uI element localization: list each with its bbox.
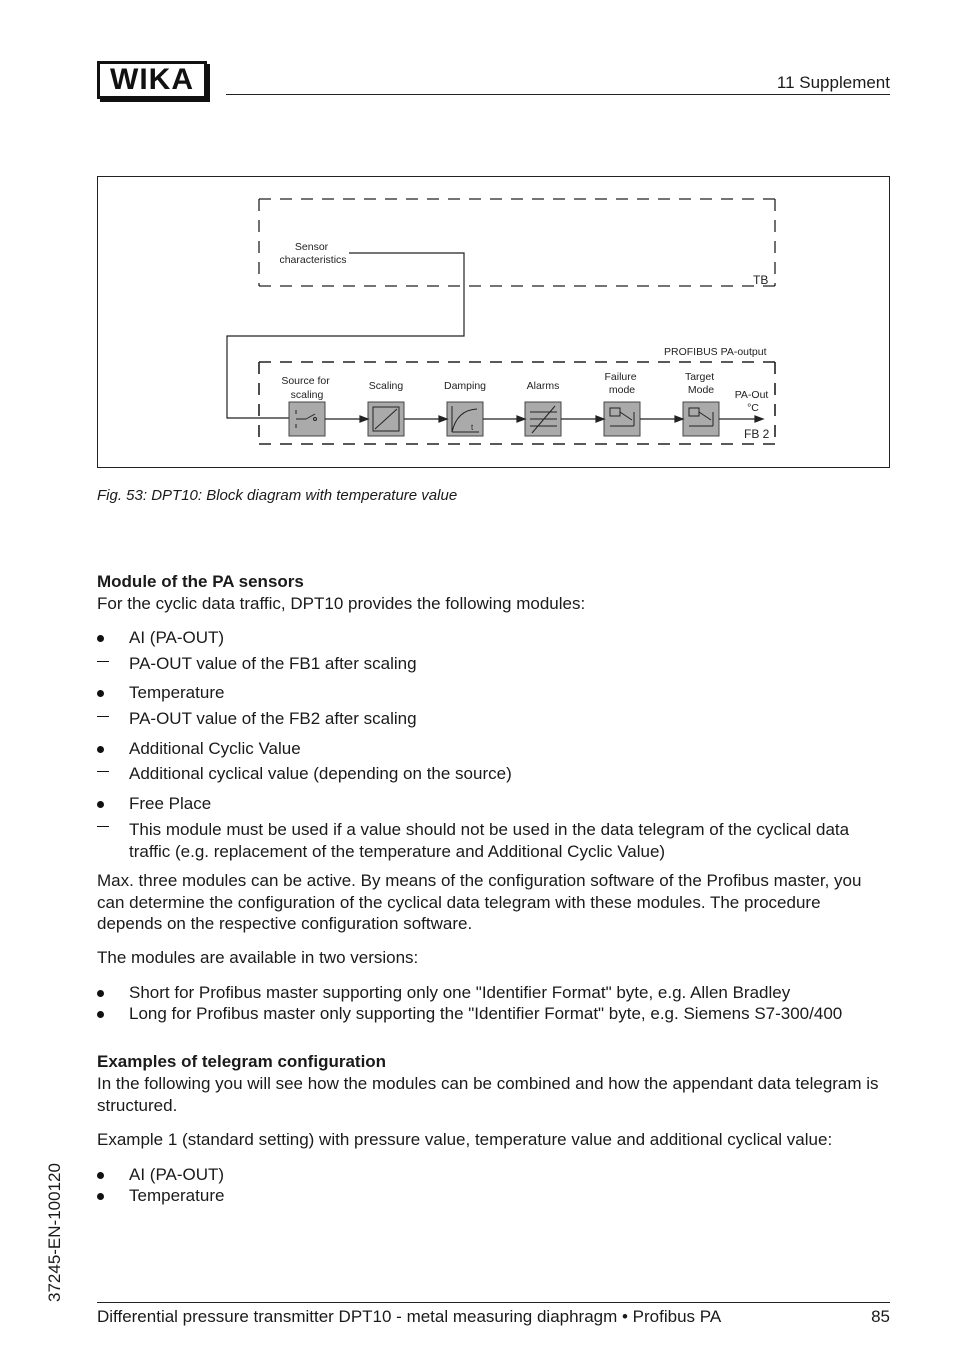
list-item: Temperature xyxy=(129,1186,225,1205)
block-scaling xyxy=(368,402,404,436)
label-scaling: Scaling xyxy=(368,380,404,392)
block-alarms xyxy=(525,402,561,436)
bullet xyxy=(97,746,104,753)
bullet xyxy=(97,1011,104,1018)
section2-heading: Examples of telegram configuration xyxy=(97,1052,387,1071)
wika-logo: WIKA xyxy=(97,61,207,99)
list-item: Long for Profibus master only supporting the "Identifier Format" byte, e.g. Siemens S7-300/400 xyxy=(129,1004,843,1023)
section2-example: Example 1 (standard setting) with pressure value, temperature value and additional cyclical value: xyxy=(97,1130,833,1149)
block-source-for-scaling xyxy=(289,402,325,436)
list-subitem: PA-OUT value of the FB2 after scaling xyxy=(129,709,417,728)
figure-caption: Fig. 53: DPT10: Block diagram with temperature value xyxy=(97,487,458,504)
document-number: 37245-EN-100120 xyxy=(45,1163,64,1302)
label-pa-out: PA-Out °C xyxy=(734,389,769,414)
block-damping xyxy=(447,402,483,436)
bullet xyxy=(97,1193,104,1200)
section2-paragraph: In the following you will see how the modules can be combined and how the appendant data telegram is structured. xyxy=(97,1074,879,1115)
label-damping: Damping xyxy=(443,380,487,392)
list-item: Temperature xyxy=(129,683,225,702)
dash-mark xyxy=(97,661,109,662)
list-item: Free Place xyxy=(129,794,212,813)
label-sensor-characteristics: Sensor characteristics xyxy=(279,241,347,266)
list-item: AI (PA-OUT) xyxy=(129,628,225,647)
dash-mark xyxy=(97,771,109,772)
label-profibus-output: PROFIBUS PA-output xyxy=(664,346,767,358)
bullet xyxy=(97,1172,104,1179)
list-item: Additional Cyclic Value xyxy=(129,739,301,758)
header-rule xyxy=(226,94,890,95)
footer-title: Differential pressure transmitter DPT10 - metal measuring diaphragm • Profibus PA xyxy=(97,1307,722,1326)
label-failure-mode: Failure mode xyxy=(604,371,637,396)
dash-mark xyxy=(97,716,109,717)
section1-paragraph: Max. three modules can be active. By means of the configuration software of the Profibus master, you can determine the configuration of the cyclical data telegram with these modules. The procedure depends on the respective configuration software. xyxy=(97,871,862,933)
list-item: AI (PA-OUT) xyxy=(129,1165,225,1184)
bullet xyxy=(97,990,104,997)
block-failure-mode xyxy=(604,402,640,436)
section1-intro: For the cyclic data traffic, DPT10 provides the following modules: xyxy=(97,594,586,613)
list-subitem: This module must be used if a value should not be used in the data telegram of the cyclical data traffic (e.g. replacement of the temperature and Additional Cyclic Value) xyxy=(129,820,850,861)
list-item: Short for Profibus master supporting only one "Identifier Format" byte, e.g. Allen Bradley xyxy=(129,983,791,1002)
section-label: 11 Supplement xyxy=(776,73,890,92)
bullet xyxy=(97,690,104,697)
label-fb2: FB 2 xyxy=(744,427,770,441)
svg-text:t: t xyxy=(471,423,474,432)
page-number: 85 xyxy=(871,1307,890,1326)
label-source-for-scaling: Source for scaling xyxy=(281,375,330,401)
list-subitem: Additional cyclical value (depending on the source) xyxy=(129,764,512,783)
list-subitem: PA-OUT value of the FB1 after scaling xyxy=(129,654,417,673)
bullet xyxy=(97,635,104,642)
block-target-mode xyxy=(683,402,719,436)
block-diagram xyxy=(97,176,890,468)
dash-mark xyxy=(97,826,109,827)
tb-dashed-box xyxy=(259,199,775,286)
sensor-connection-line xyxy=(227,253,464,418)
label-target-mode: Target Mode xyxy=(684,371,715,396)
section1-heading: Module of the PA sensors xyxy=(97,572,304,591)
footer-rule xyxy=(97,1302,890,1303)
label-alarms: Alarms xyxy=(526,380,560,392)
section1-paragraph-versions: The modules are available in two versions: xyxy=(97,948,419,967)
label-tb: TB xyxy=(753,273,769,287)
bullet xyxy=(97,801,104,808)
